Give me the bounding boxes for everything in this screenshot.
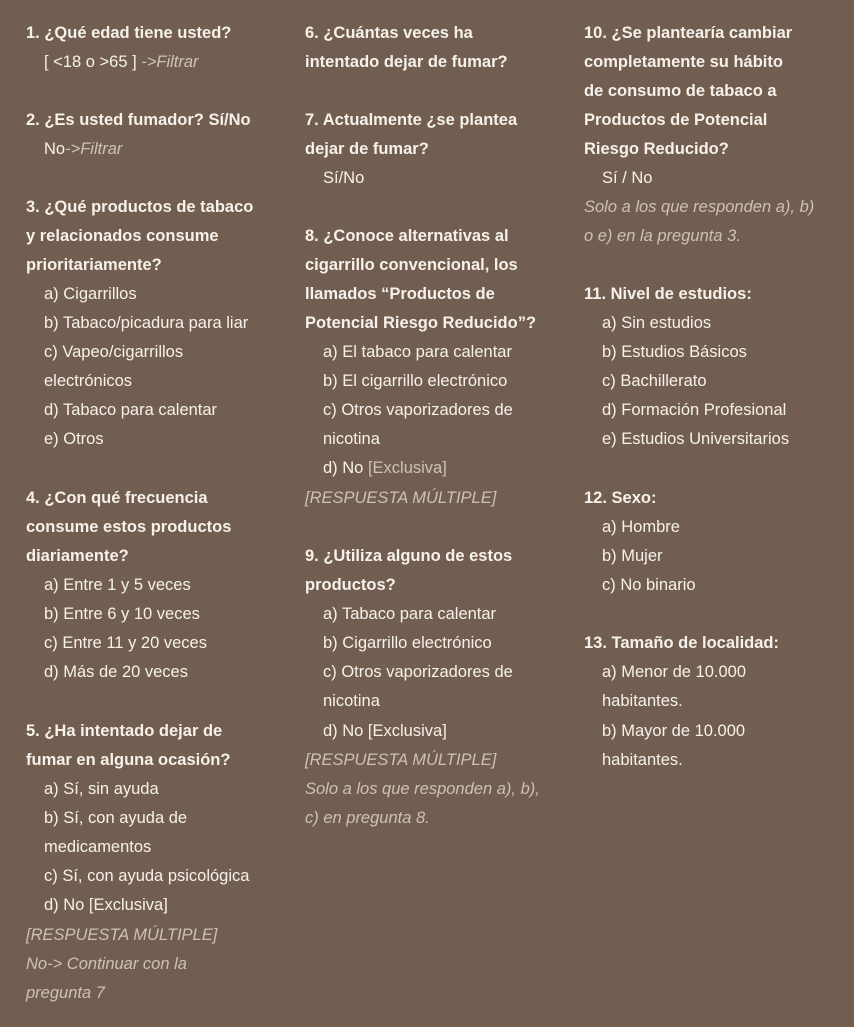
- question-1-title: 1. ¿Qué edad tiene usted?: [26, 24, 232, 42]
- question-3-title: prioritariamente?: [26, 256, 162, 274]
- skip-note: pregunta 7: [26, 984, 105, 1002]
- question-7-title: 7. Actualmente ¿se plantea: [305, 111, 518, 129]
- question-5-option: a) Sí, sin ayuda: [44, 780, 159, 798]
- question-8-title: Potencial Riesgo Reducido”?: [305, 314, 537, 332]
- question-5-option: medicamentos: [44, 838, 152, 856]
- question-3-title: 3. ¿Qué productos de tabaco: [26, 198, 254, 216]
- question-5-option: d) No [Exclusiva]: [44, 896, 168, 914]
- question-9-title: productos?: [305, 576, 396, 594]
- question-10-title: completamente su hábito: [584, 53, 783, 71]
- question-12-option: c) No binario: [602, 576, 696, 594]
- option-text: d) No: [323, 459, 368, 477]
- question-13-option: habitantes.: [602, 692, 683, 710]
- question-2-title: 2. ¿Es usted fumador? Sí/No: [26, 111, 251, 129]
- question-7-answer: Sí/No: [323, 169, 365, 187]
- question-9-option: c) Otros vaporizadores de: [323, 663, 513, 681]
- question-13-option: b) Mayor de 10.000: [602, 722, 746, 740]
- condition-note: o e) en la pregunta 3.: [584, 227, 741, 245]
- question-9-option: nicotina: [323, 692, 380, 710]
- question-10-answer: Sí / No: [602, 169, 653, 187]
- question-3-option: a) Cigarrillos: [44, 285, 137, 303]
- question-10-title: Riesgo Reducido?: [584, 140, 729, 158]
- question-8-option: c) Otros vaporizadores de: [323, 401, 513, 419]
- question-5-option: c) Sí, con ayuda psicológica: [44, 867, 250, 885]
- question-7-title: dejar de fumar?: [305, 140, 429, 158]
- question-4-option: d) Más de 20 veces: [44, 663, 188, 681]
- question-13-option: habitantes.: [602, 751, 683, 769]
- question-8-option-exclusive: [323, 458, 447, 478]
- question-5-option: b) Sí, con ayuda de: [44, 809, 188, 827]
- question-9-option: b) Cigarrillo electrónico: [323, 634, 492, 652]
- question-3-option: e) Otros: [44, 430, 104, 448]
- condition-note: Solo a los que responden a), b),: [305, 780, 540, 798]
- question-6-title: intentado dejar de fumar?: [305, 53, 508, 71]
- question-6-title: 6. ¿Cuántas veces ha: [305, 24, 473, 42]
- question-10-title: de consumo de tabaco a: [584, 82, 777, 100]
- skip-note: No-> Continuar con la: [26, 955, 187, 973]
- question-11-option: a) Sin estudios: [602, 314, 712, 332]
- question-8-title: 8. ¿Conoce alternativas al: [305, 227, 509, 245]
- question-12-title: 12. Sexo:: [584, 489, 657, 507]
- question-9-option: d) No [Exclusiva]: [323, 722, 447, 740]
- question-8-option: b) El cigarrillo electrónico: [323, 372, 508, 390]
- multiple-response-note: [RESPUESTA MÚLTIPLE]: [26, 926, 218, 944]
- exclusive-tag: [Exclusiva]: [367, 459, 447, 477]
- answer-text: [ <18 o >65 ]: [44, 53, 142, 71]
- question-3-option: c) Vapeo/cigarrillos: [44, 343, 184, 361]
- question-8-title: cigarrillo convencional, los: [305, 256, 518, 274]
- question-4-option: c) Entre 11 y 20 veces: [44, 634, 207, 652]
- question-8-option: nicotina: [323, 430, 380, 448]
- answer-text: No: [44, 140, 66, 158]
- question-3-option: b) Tabaco/picadura para liar: [44, 314, 249, 332]
- question-11-option: d) Formación Profesional: [602, 401, 787, 419]
- condition-note: Solo a los que responden a), b): [584, 198, 815, 216]
- condition-note: c) en pregunta 8.: [305, 809, 430, 827]
- filter-note: ->Filtrar: [65, 140, 123, 158]
- multiple-response-note: [RESPUESTA MÚLTIPLE]: [305, 489, 497, 507]
- question-13-option: a) Menor de 10.000: [602, 663, 747, 681]
- question-12-option: a) Hombre: [602, 518, 680, 536]
- question-4-option: a) Entre 1 y 5 veces: [44, 576, 191, 594]
- question-4-title: diariamente?: [26, 547, 129, 565]
- question-10-title: Productos de Potencial: [584, 111, 768, 129]
- filter-note: ->Filtrar: [141, 53, 199, 71]
- question-12-option: b) Mujer: [602, 547, 663, 565]
- question-2-answer: [44, 139, 122, 159]
- question-11-option: c) Bachillerato: [602, 372, 707, 390]
- multiple-response-note: [RESPUESTA MÚLTIPLE]: [305, 751, 497, 769]
- question-8-option: a) El tabaco para calentar: [323, 343, 512, 361]
- question-3-option: electrónicos: [44, 372, 133, 390]
- question-9-title: 9. ¿Utiliza alguno de estos: [305, 547, 513, 565]
- question-5-title: 5. ¿Ha intentado dejar de: [26, 722, 223, 740]
- question-10-title: 10. ¿Se plantearía cambiar: [584, 24, 793, 42]
- question-3-title: y relacionados consume: [26, 227, 219, 245]
- question-11-title: 11. Nivel de estudios:: [584, 285, 752, 303]
- question-11-option: e) Estudios Universitarios: [602, 430, 790, 448]
- question-9-option: a) Tabaco para calentar: [323, 605, 497, 623]
- question-1-answer: [44, 52, 199, 72]
- question-3-option: d) Tabaco para calentar: [44, 401, 218, 419]
- question-4-title: 4. ¿Con qué frecuencia: [26, 489, 208, 507]
- question-11-option: b) Estudios Básicos: [602, 343, 747, 361]
- question-4-option: b) Entre 6 y 10 veces: [44, 605, 200, 623]
- question-4-title: consume estos productos: [26, 518, 232, 536]
- question-5-title: fumar en alguna ocasión?: [26, 751, 231, 769]
- question-8-title: llamados “Productos de: [305, 285, 495, 303]
- question-13-title: 13. Tamaño de localidad:: [584, 634, 779, 652]
